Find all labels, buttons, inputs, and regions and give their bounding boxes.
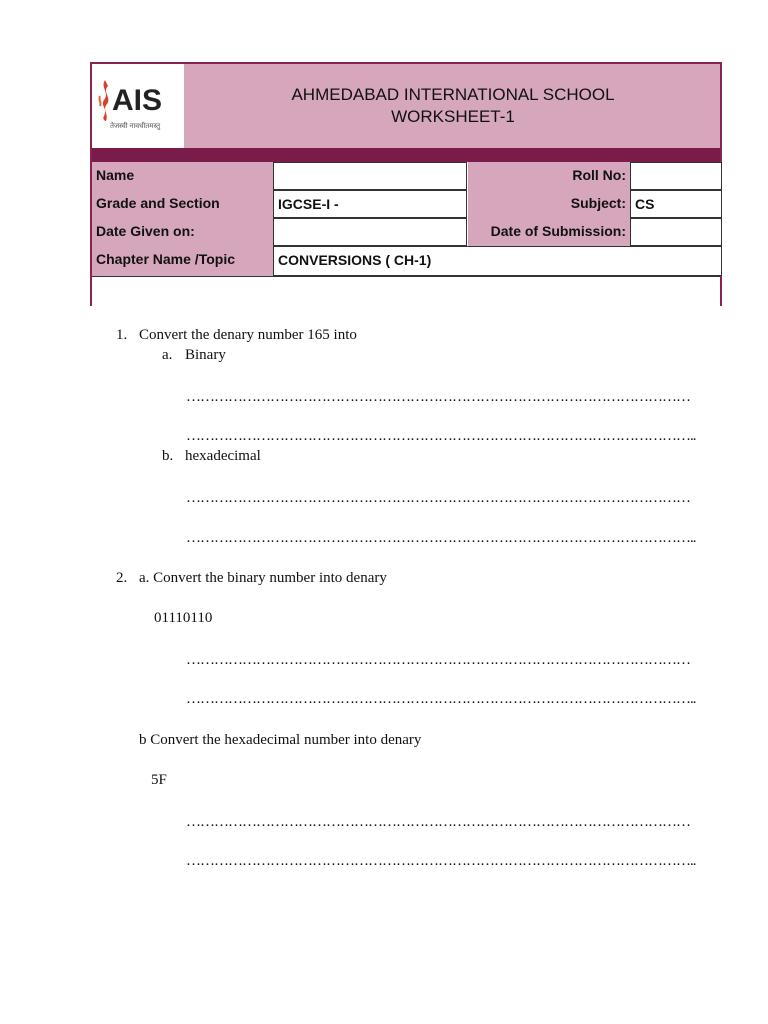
school-name: AHMEDABAD INTERNATIONAL SCHOOL — [291, 85, 615, 104]
logo-tagline: तेजस्वी नावधीतमस्तु — [110, 123, 161, 130]
q2b-text: b Convert the hexadecimal number into denary — [139, 732, 422, 748]
info-row-dates — [92, 218, 720, 246]
q1a-label: a. — [162, 347, 173, 363]
title-box — [186, 64, 720, 148]
q2a-text: a. Convert the binary number into denary — [139, 570, 387, 586]
answer-line[interactable]: ……………………………………………………………………………………………….. — [186, 530, 696, 546]
answer-line[interactable]: ……………………………………………………………………………………………….. — [186, 428, 696, 444]
school-logo — [92, 64, 186, 148]
info-row-name — [92, 162, 720, 190]
grade-label: Grade and Section — [92, 190, 273, 218]
grade-field[interactable]: IGCSE-I - — [273, 190, 467, 218]
roll-label: Roll No: — [468, 162, 630, 190]
worksheet-title: WORKSHEET-1 — [391, 107, 515, 126]
q1a-text: Binary — [185, 347, 226, 363]
header-band — [92, 148, 720, 162]
date-submission-field[interactable] — [630, 218, 722, 246]
answer-line[interactable]: ……………………………………………………………………………………………… — [186, 652, 690, 668]
q1-text: Convert the denary number 165 into — [139, 327, 357, 343]
q2-number: 2. — [116, 570, 128, 586]
chapter-field[interactable]: CONVERSIONS ( CH-1) — [273, 246, 722, 276]
name-label: Name — [92, 162, 273, 190]
answer-line[interactable]: ……………………………………………………………………………………………… — [186, 389, 690, 405]
q2a-number: 01110110 — [154, 610, 213, 626]
q2b-number: 5F — [151, 772, 167, 788]
date-given-field[interactable] — [273, 218, 467, 246]
subject-field[interactable]: CS — [630, 190, 722, 218]
logo-text: AIS — [112, 84, 163, 117]
q1-number: 1. — [116, 327, 128, 343]
date-given-label: Date Given on: — [92, 218, 273, 246]
name-field[interactable] — [273, 162, 467, 190]
header-empty-row — [92, 276, 720, 307]
q1b-label: b. — [162, 448, 174, 464]
q1b-text: hexadecimal — [185, 448, 261, 464]
subject-label: Subject: — [468, 190, 630, 218]
info-row-chapter — [92, 246, 720, 276]
chapter-label: Chapter Name /Topic — [92, 246, 273, 276]
worksheet-header — [90, 62, 722, 306]
answer-line[interactable]: ……………………………………………………………………………………………….. — [186, 853, 696, 869]
answer-line[interactable]: ……………………………………………………………………………………………… — [186, 490, 690, 506]
date-submission-label: Date of Submission: — [468, 218, 630, 246]
answer-line[interactable]: ……………………………………………………………………………………………….. — [186, 691, 696, 707]
roll-field[interactable] — [630, 162, 722, 190]
answer-line[interactable]: ……………………………………………………………………………………………… — [186, 814, 690, 830]
info-row-grade — [92, 190, 720, 218]
